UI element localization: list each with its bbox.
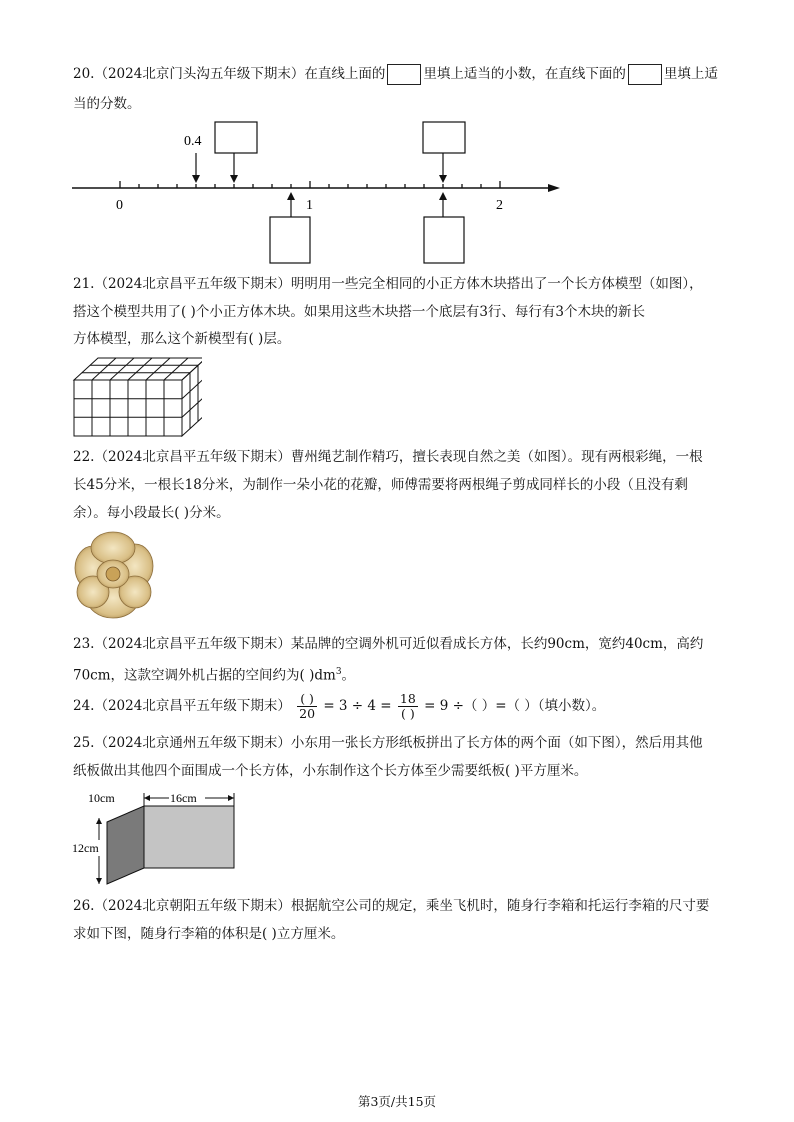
front-face — [144, 806, 234, 868]
q20-text-b: 里填上适当的小数，在直线下面的 — [423, 66, 626, 82]
q21-line-2: 搭这个模型共用了( )个小正方体木块。如果用这些木块搭一个底层有3行、每行有3个木块的新长 — [73, 304, 646, 320]
q22-line-2: 长45分米，一根长18分米，为制作一朵小花的花瓣，师傅需要将两根绳子剪成同样长的小段（且没有剩 — [73, 477, 688, 493]
arrow-up-icon — [439, 192, 447, 200]
q26-line-1: 26.（2024北京朝阳五年级下期末）根据航空公司的规定，乘坐飞机时，随身行李箱和托运行李箱的尺寸要 — [73, 898, 710, 914]
q23-text-a: 70cm，这款空调外机占据的空间约为( )dm — [73, 667, 336, 684]
arrow-up-icon — [96, 818, 102, 824]
tick-label-0: 0 — [116, 198, 123, 213]
q23-text-b: 。 — [341, 667, 356, 684]
label-0-4: 0.4 — [184, 134, 202, 149]
q20-text-a: 20.（2024北京门头沟五年级下期末）在直线上面的 — [73, 66, 386, 82]
lower-answer-box-2 — [424, 217, 464, 263]
arrow-down-icon — [192, 175, 200, 183]
rope-flower-image — [73, 528, 155, 624]
q24-line — [73, 688, 605, 724]
side-face — [107, 806, 144, 884]
q20-line-1 — [73, 64, 718, 85]
q25-line-2: 纸板做出其他四个面围成一个长方体，小东制作这个长方体至少需要纸板( )平方厘米。 — [73, 763, 588, 779]
q24-prefix: 24.（2024北京昌平五年级下期末） — [73, 698, 291, 714]
answer-box — [628, 64, 662, 85]
cardboard-faces-figure — [72, 788, 242, 888]
tick-label-2: 2 — [496, 198, 503, 213]
tick-label-1: 1 — [306, 198, 313, 213]
cuboid-model-figure — [72, 356, 202, 440]
q21-line-3: 方体模型，那么这个新模型有( )层。 — [73, 331, 291, 347]
q21-line-1: 21.（2024北京昌平五年级下期末）明明用一些完全相同的小正方体木块搭出了一个长方体模型（如图）， — [73, 276, 703, 292]
arrow-down-icon — [439, 175, 447, 183]
upper-answer-box-2 — [423, 122, 465, 153]
answer-box — [387, 64, 421, 85]
arrow-down-icon — [96, 878, 102, 884]
fraction-1-numerator: ( ) — [297, 692, 317, 707]
page-footer: 第3页/共15页 — [357, 1094, 437, 1109]
q25-line-1: 25.（2024北京通州五年级下期末）小东用一张长方形纸板拼出了长方体的两个面（如下图），然后用其他 — [73, 735, 703, 751]
arrow-up-icon — [287, 192, 295, 200]
dim-label-12cm: 12cm — [72, 841, 99, 855]
fraction-2-numerator: 18 — [399, 691, 416, 706]
q23-line-2 — [73, 662, 355, 686]
fraction-1 — [297, 692, 317, 721]
q22-line-1: 22.（2024北京昌平五年级下期末）曹州绳艺制作精巧，擅长表现自然之美（如图）。现有两根彩绳，一根 — [73, 449, 703, 465]
q24-mid-1: = 3 ÷ 4 = — [323, 698, 392, 714]
number-line-figure — [60, 115, 580, 270]
upper-answer-box-1 — [215, 122, 257, 153]
arrow-left-icon — [144, 795, 150, 801]
q22-line-3: 余）。每小段最长( )分米。 — [73, 505, 230, 521]
fraction-2-denominator: ( ) — [400, 706, 415, 721]
fraction-2 — [398, 692, 418, 721]
lower-answer-box-1 — [270, 217, 310, 263]
arrow-head-icon — [548, 184, 560, 192]
fraction-1-denominator: 20 — [299, 706, 316, 721]
dim-label-10cm: 10cm — [88, 791, 115, 805]
q23-superscript: 3 — [335, 667, 342, 677]
q24-mid-2: = 9 ÷（ ）=（ ）（填小数）。 — [424, 698, 606, 714]
arrow-right-icon — [228, 795, 234, 801]
dim-label-16cm: 16cm — [170, 791, 197, 805]
q26-line-2: 求如下图，随身行李箱的体积是( )立方厘米。 — [73, 926, 345, 942]
q20-text-c: 里填上适 — [663, 66, 718, 82]
q20-line-2: 当的分数。 — [73, 96, 141, 112]
q23-line-1: 23.（2024北京昌平五年级下期末）某品牌的空调外机可近似看成长方体，长约90cm，宽约40cm，高约 — [73, 636, 704, 652]
arrow-down-icon — [230, 175, 238, 183]
